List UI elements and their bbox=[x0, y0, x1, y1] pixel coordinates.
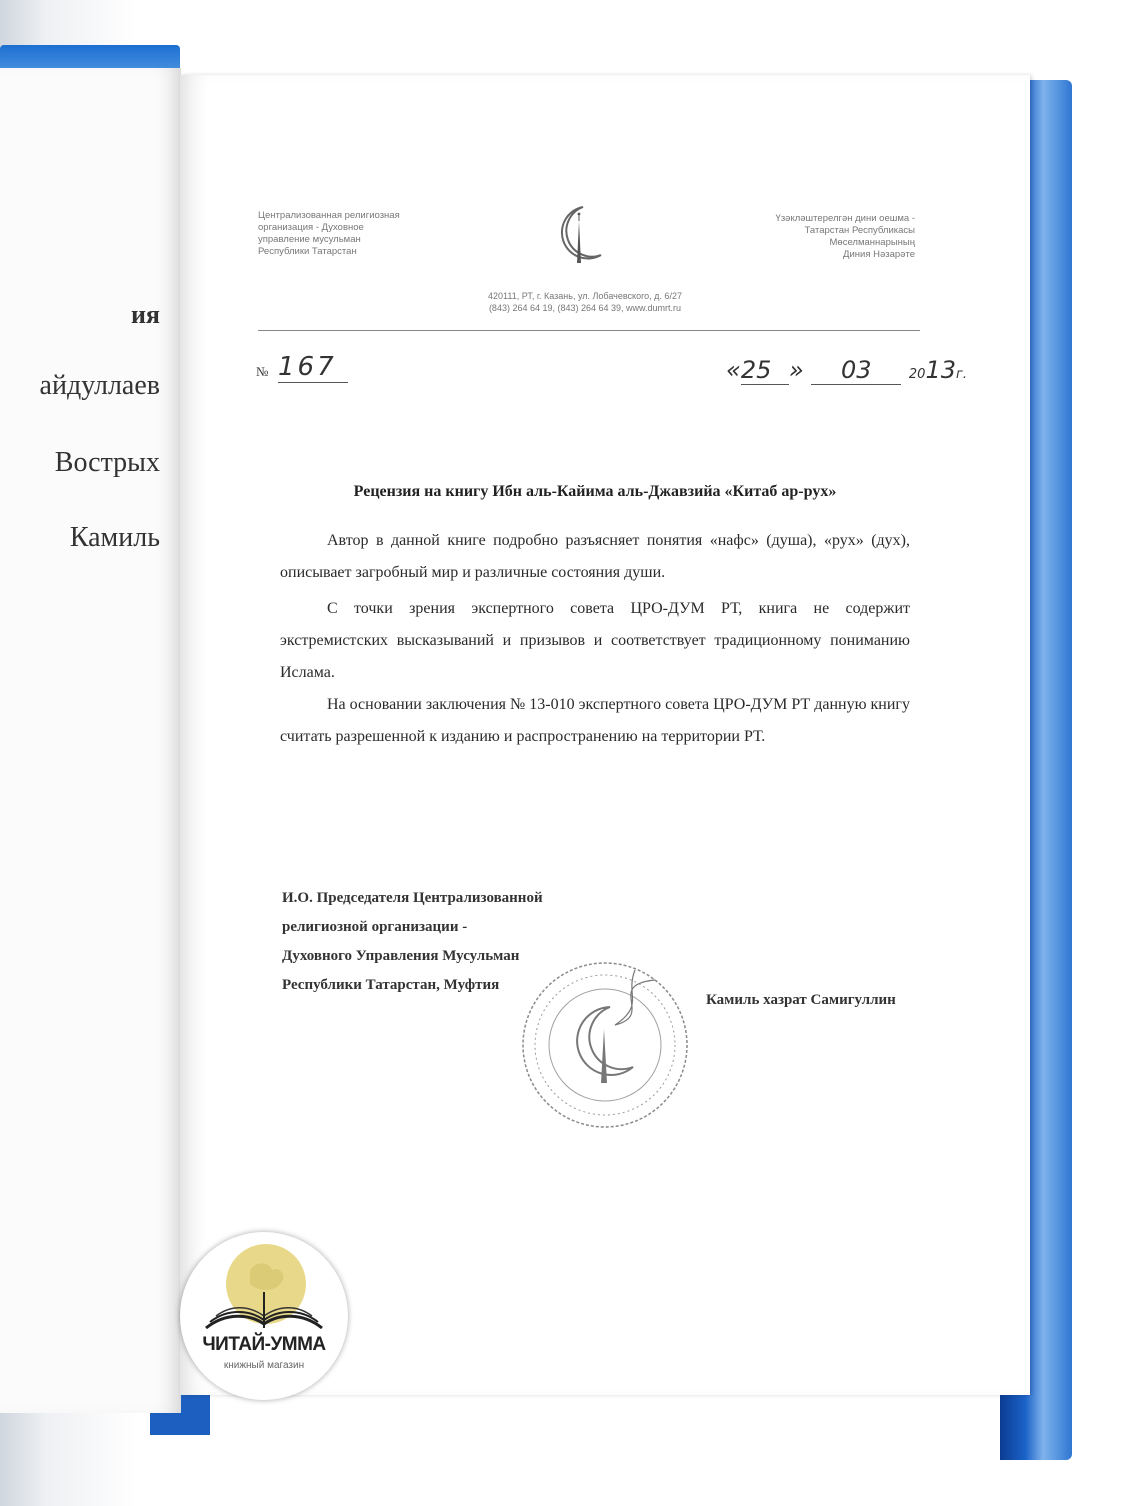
date-year: 13 bbox=[925, 356, 956, 384]
letterhead-line: организация - Духовное bbox=[258, 222, 364, 233]
date-year-prefix: 20 bbox=[908, 367, 926, 382]
letterhead-line: Үзәкләштерелгән дини оешма - bbox=[775, 213, 915, 224]
address-line: 420111, РТ, г. Казань, ул. Лобачевского, д. 6/27 bbox=[488, 291, 682, 301]
letterhead-line: Централизованная религиозная bbox=[258, 210, 400, 221]
left-page-line: Камиль bbox=[69, 522, 160, 553]
doc-date: «25 » 03 2013г. bbox=[726, 356, 967, 384]
letterhead-line: Татарстан Республикасы bbox=[804, 225, 915, 236]
signatory-line: Республики Татарстан, Муфтия bbox=[282, 977, 500, 993]
address-line: (843) 264 64 19, (843) 264 64 39, www.dumrt.ru bbox=[488, 303, 682, 313]
date-day: 25 bbox=[741, 356, 789, 385]
store-name: ЧИТАЙ-УММА bbox=[202, 1334, 326, 1355]
signatory-line: религиозной организации - bbox=[282, 919, 468, 935]
paragraph: На основании заключения № 13-010 экспертного совета ЦРО-ДУМ РТ данную книгу считать разрешенной к изданию и распространению на территории РТ. bbox=[280, 696, 910, 745]
signatory-title bbox=[282, 884, 543, 1000]
paragraph: Автор в данной книге подробно разъясняет понятия «нафс» (душа), «рух» (дух), описывает загробный мир и различные состояния души. bbox=[280, 532, 910, 581]
signatory-line: И.О. Председателя Централизованной bbox=[282, 890, 543, 906]
date-month: 03 bbox=[811, 356, 901, 385]
document-title: Рецензия на книгу Ибн аль-Кайима аль-Джавзийа «Китаб ар-рух» bbox=[353, 483, 837, 500]
store-watermark-badge bbox=[180, 1232, 348, 1400]
crescent-minaret-logo bbox=[553, 203, 607, 269]
left-page-line: Вострых bbox=[54, 447, 160, 478]
left-page-line: айдуллаев bbox=[39, 370, 160, 401]
signatory-line: Духовного Управления Мусульман bbox=[282, 948, 520, 964]
signatory-name: Камиль хазрат Самигуллин bbox=[706, 992, 896, 1008]
letterhead-line: управление мусульман bbox=[258, 234, 361, 245]
open-book-icon bbox=[180, 1232, 348, 1332]
store-tagline: книжный магазин bbox=[223, 1360, 305, 1371]
left-page bbox=[0, 68, 181, 1413]
letterhead-left bbox=[258, 210, 400, 258]
doc-number: 167 bbox=[278, 352, 348, 383]
left-page-line: ия bbox=[130, 300, 160, 329]
letterhead-line: Мөселманнарының bbox=[829, 237, 915, 248]
letterhead-divider bbox=[258, 330, 920, 331]
date-suffix: г. bbox=[956, 367, 967, 382]
letterhead-line: Диния Нәзарәте bbox=[843, 249, 915, 260]
letterhead-address bbox=[430, 290, 740, 314]
letterhead-right bbox=[735, 213, 915, 261]
paragraph: С точки зрения экспертного совета ЦРО-ДУМ РТ, книга не содержит экстремистских высказываний и призывов и соответствует традиционному пониманию Ислама. bbox=[280, 600, 910, 681]
doc-number-prefix: № bbox=[256, 364, 269, 379]
letterhead-line: Республики Татарстан bbox=[258, 246, 357, 257]
